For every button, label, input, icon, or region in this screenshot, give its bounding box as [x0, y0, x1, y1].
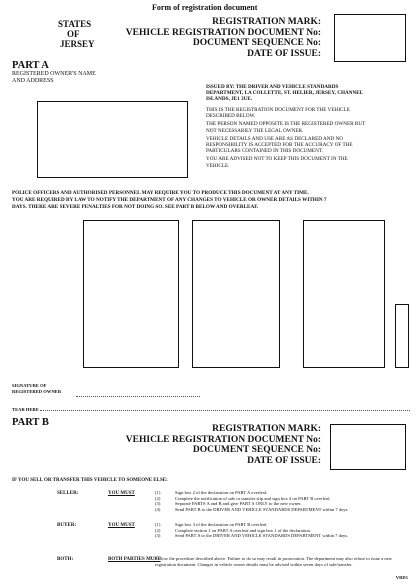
buyer-steps	[155, 522, 405, 539]
registration-mark-box[interactable]	[334, 14, 406, 62]
signature-line[interactable]	[76, 396, 200, 397]
form-title: Form of registration document	[152, 3, 258, 12]
registered-owner-label	[12, 71, 96, 85]
step-number: (1)	[155, 490, 161, 495]
buyer-step	[155, 533, 405, 539]
part-b-title: PART B	[12, 417, 49, 428]
vehicle-details-box-middle[interactable]	[192, 220, 280, 368]
note-4	[206, 156, 411, 168]
step-text: Sign box 2 of the declaration on PART A overleaf.	[175, 490, 268, 495]
step-text: Complete section 1 on PART A overleaf and sign box 1 of the declaration.	[175, 527, 311, 533]
note-line: RESPONSIBILITY IS ACCEPTED FOR THE ACCURACY OF THE	[206, 142, 353, 149]
date-of-issue-label: DATE OF ISSUE:	[247, 48, 321, 59]
header-fields-part-b	[126, 424, 321, 466]
vehicle-details-box-left[interactable]	[83, 220, 179, 368]
step-number: (3)	[155, 501, 161, 507]
seller-step	[155, 507, 405, 513]
both-label: BOTH:	[57, 557, 74, 562]
vehicle-details-box-narrow[interactable]	[395, 304, 409, 368]
note-line: PARTICULARS CONTAINED IN THIS DOCUMENT.	[206, 148, 323, 155]
registration-mark-label-b: REGISTRATION MARK:	[212, 424, 321, 434]
note-line: DESCRIBED BELOW.	[206, 113, 256, 120]
registration-mark-label: REGISTRATION MARK:	[212, 17, 321, 27]
issued-by-line: ISSUED BY: THE DRIVER AND VEHICLE STANDARDS	[206, 84, 339, 90]
tear-here-label: TEAR HERE	[12, 407, 39, 412]
step-text: Send PART B to the DRIVER AND VEHICLE STANDARDS DEPARTMENT within 7 days.	[175, 506, 349, 512]
warning-line: DAYS. THERE ARE SEVERE PENALTIES FOR NOT DOING SO. SEE PART B BELOW AND OVERLEAF.	[12, 204, 259, 210]
notes-block	[206, 107, 411, 169]
step-number: (2)	[155, 495, 161, 501]
part-b-intro: IF YOU SELL OR TRANSFER THIS VEHICLE TO SOMEONE ELSE:	[12, 478, 168, 483]
owner-name-address-box[interactable]	[37, 101, 188, 178]
note-line: THE PERSON NAMED OPPOSITE IS THE REGISTERED OWNER BUT	[206, 121, 366, 128]
header-fields-part-a	[126, 17, 321, 59]
warning-line: YOU ARE REQUIRED BY LAW TO NOTIFY THE DEPARTMENT OF ANY CHANGES TO VEHICLE OR OWNER DETAILS WITHIN 7	[12, 197, 327, 203]
issued-by-line: DEPARTMENT, LA COLLETTE, ST. HELIER, JERSEY, CHANNEL	[206, 90, 364, 97]
step-number: (3)	[155, 533, 161, 539]
step-text: Sign box 3 of the declaration on PART B overleaf.	[175, 522, 268, 527]
registration-mark-box-b[interactable]	[330, 424, 406, 470]
tear-line	[40, 410, 410, 411]
signature-label-line: REGISTERED OWNER	[12, 388, 62, 394]
note-line: THIS IS THE REGISTRATION DOCUMENT FOR THE VEHICLE	[206, 107, 350, 113]
part-a-title: PART A	[12, 60, 49, 71]
note-line: YOU ARE ADVISED NOT TO KEEP THIS DOCUMENT IN THE	[206, 156, 348, 163]
jurisdiction-jersey: JERSEY	[60, 39, 95, 49]
signature-label-line: SIGNATURE OF	[12, 383, 47, 388]
step-text: Complete the notification of sale or transfer slip and sign box 4 on PART B overleaf.	[175, 495, 331, 501]
note-3	[206, 136, 411, 155]
step-number: (1)	[155, 522, 161, 527]
issued-by-block	[206, 84, 406, 103]
signature-label	[12, 383, 61, 394]
owner-label-line: REGISTERED OWNER'S NAME	[12, 71, 96, 77]
both-text: Follow the procedure described above. Failure to do so may result in prosecution. The department may also refuse to issue a new registration document. Changes in vehicle owner details must be advised within seven days of sale/transfer.	[155, 556, 393, 567]
step-number: (4)	[155, 506, 161, 512]
vehicle-registration-document-no-label-b: VEHICLE REGISTRATION DOCUMENT No:	[125, 434, 321, 445]
seller-must: YOU MUST	[108, 491, 135, 496]
step-text: Send PART A to the DRIVER AND VEHICLE STANDARDS DEPARTMENT within 7 days.	[175, 533, 349, 539]
seller-label: SELLER:	[57, 491, 79, 496]
both-must: BOTH PARTIES MUST	[108, 557, 161, 562]
owner-label-line: AND ADDRESS	[12, 78, 54, 84]
buyer-label: BUYER:	[57, 523, 77, 528]
note-1	[206, 107, 411, 119]
vehicle-registration-document-no-label: VEHICLE REGISTRATION DOCUMENT No:	[125, 27, 321, 38]
warnings-block	[12, 190, 412, 211]
warning-line: POLICE OFFICERS AND AUTHORISED PERSONNEL MAY REQUIRE YOU TO PRODUCE THIS DOCUMENT AT ANY TIME.	[12, 190, 309, 196]
document-sequence-no-label: DOCUMENT SEQUENCE No:	[192, 38, 321, 48]
jurisdiction-states: STATES	[58, 19, 92, 29]
issued-by-line: ISLANDS, JE1 3UE.	[206, 96, 253, 103]
step-number: (2)	[155, 527, 161, 533]
note-line: VEHICLE DETAILS AND USE ARE AS DECLARED AND NO	[206, 135, 344, 142]
note-2	[206, 121, 411, 133]
note-line: VEHICLE.	[206, 162, 230, 169]
date-of-issue-label-b: DATE OF ISSUE:	[247, 455, 321, 466]
note-line: NOT NECESSARILY THE LEGAL OWNER.	[206, 127, 304, 134]
jurisdiction-of: OF	[67, 29, 80, 39]
form-code: VRD1	[395, 575, 408, 580]
step-text: Separate PARTS A and B and give PART A ONLY to the new owner.	[175, 501, 302, 507]
document-sequence-no-label-b: DOCUMENT SEQUENCE No:	[192, 445, 321, 455]
vehicle-details-box-right[interactable]	[303, 220, 385, 368]
seller-steps	[155, 490, 405, 512]
buyer-must: YOU MUST	[108, 523, 135, 528]
